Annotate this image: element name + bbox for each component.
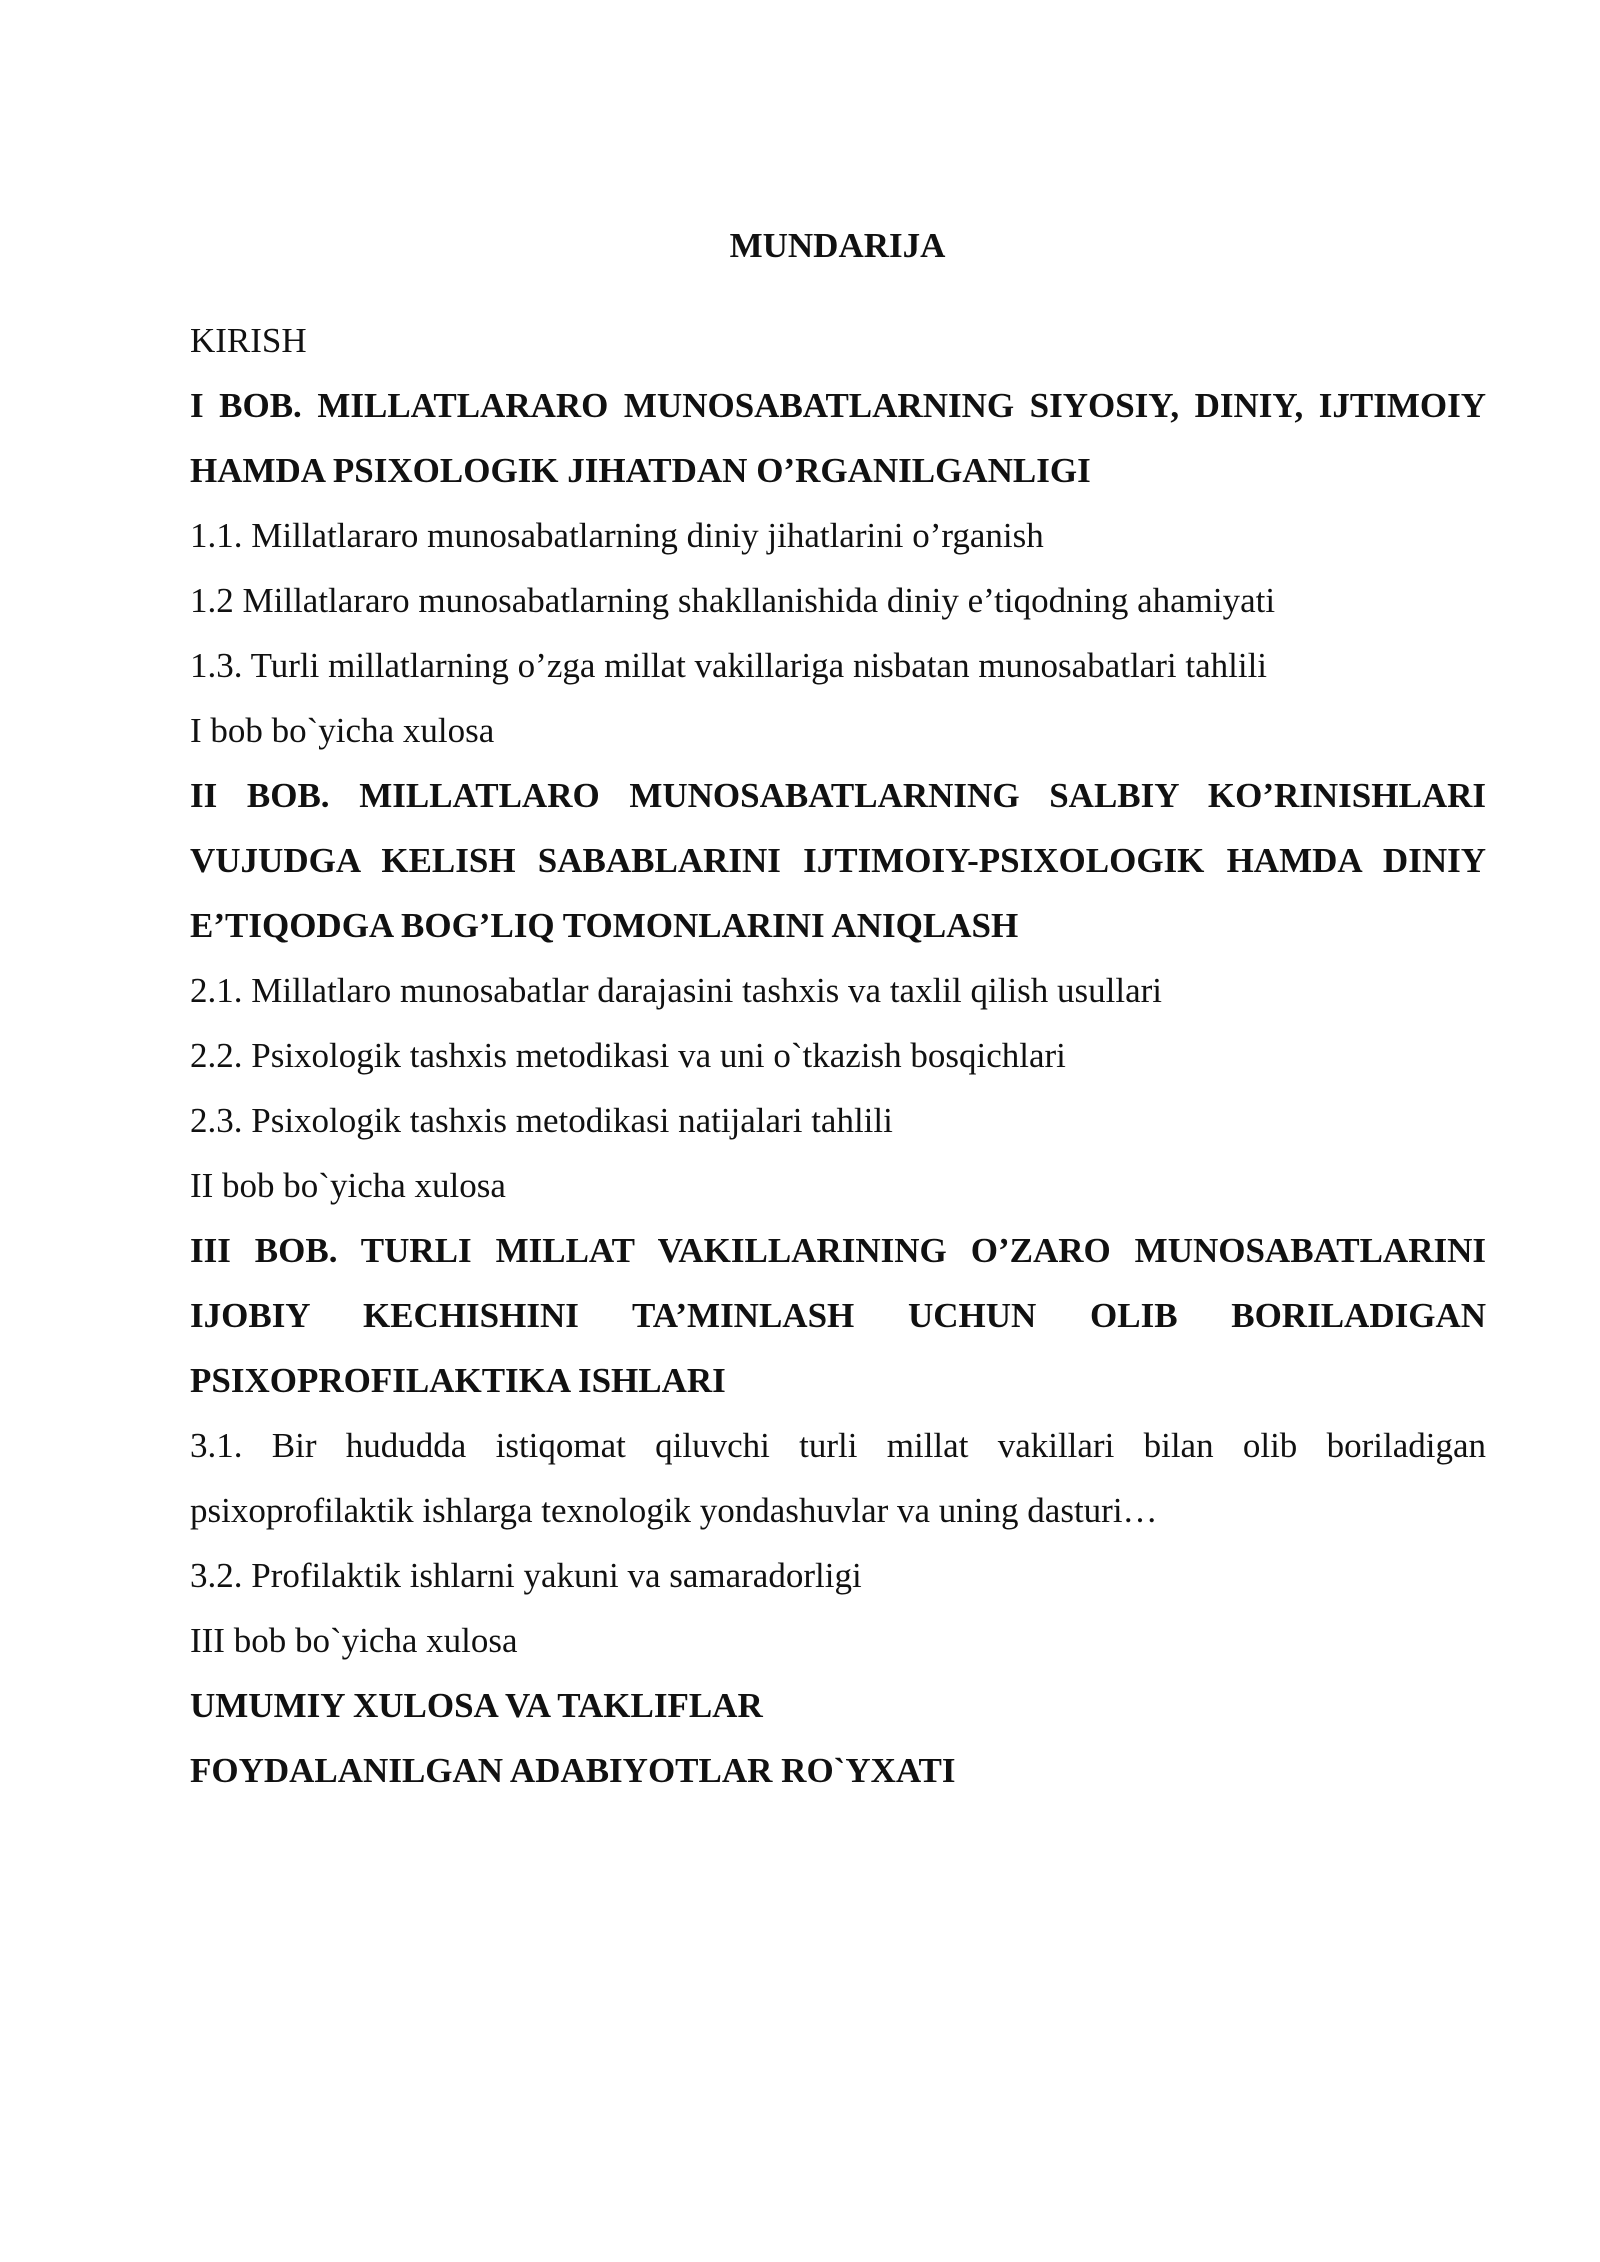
toc-section-2-3: 2.3. Psixologik tashxis metodikasi natijalari tahlili [190, 1101, 893, 1140]
toc-section-2-2: 2.2. Psixologik tashxis metodikasi va uni o`tkazish bosqichlari [190, 1036, 1066, 1075]
toc-chapter-1: I BOB. MILLATLARARO MUNOSABATLARNING SIYOSIY, DINIY, IJTIMOIY HAMDA PSIXOLOGIK JIHATDAN O’RGANILGANLIGI [190, 386, 1486, 490]
toc-section-1-2: 1.2 Millatlararo munosabatlarning shakllanishida diniy e’tiqodning ahamiyati [190, 581, 1276, 620]
toc-general-conclusion: UMUMIY XULOSA VA TAKLIFLAR [190, 1686, 763, 1725]
toc-chapter-1-conclusion: I bob bo`yicha xulosa [190, 711, 495, 750]
page-title: MUNDARIJA [729, 226, 946, 265]
toc-chapter-3: III BOB. TURLI MILLAT VAKILLARINING O’ZARO MUNOSABATLARINI IJOBIY KECHISHINI TA’MINLASH UCHUN OLIB BORILADIGAN PSIXOPROFILAKTIKA ISHLARI [190, 1231, 1486, 1400]
toc-chapter-3-conclusion: III bob bo`yicha xulosa [190, 1621, 518, 1660]
table-of-contents [190, 308, 1486, 1803]
toc-section-1-1: 1.1. Millatlararo munosabatlarning diniy jihatlarini o’rganish [190, 516, 1044, 555]
toc-bibliography: FOYDALANILGAN ADABIYOTLAR RO`YXATI [190, 1751, 956, 1790]
toc-chapter-2-conclusion: II bob bo`yicha xulosa [190, 1166, 506, 1205]
toc-section-3-2: 3.2. Profilaktik ishlarni yakuni va samaradorligi [190, 1556, 862, 1595]
toc-entry-kirish: KIRISH [190, 321, 307, 360]
toc-section-1-3: 1.3. Turli millatlarning o’zga millat vakillariga nisbatan munosabatlari tahlili [190, 646, 1268, 685]
toc-chapter-2: II BOB. MILLATLARO MUNOSABATLARNING SALBIY KO’RINISHLARI VUJUDGA KELISH SABABLARINI IJTIMOIY-PSIXOLOGIK HAMDA DINIY E’TIQODGA BOG’LIQ TOMONLARINI ANIQLASH [190, 776, 1486, 945]
toc-section-3-1: 3.1. Bir hududda istiqomat qiluvchi turli millat vakillari bilan olib boriladigan psixoprofilaktik ishlarga texnologik yondashuvlar va uning dasturi… [190, 1426, 1486, 1530]
toc-section-2-1: 2.1. Millatlaro munosabatlar darajasini tashxis va taxlil qilish usullari [190, 971, 1163, 1010]
